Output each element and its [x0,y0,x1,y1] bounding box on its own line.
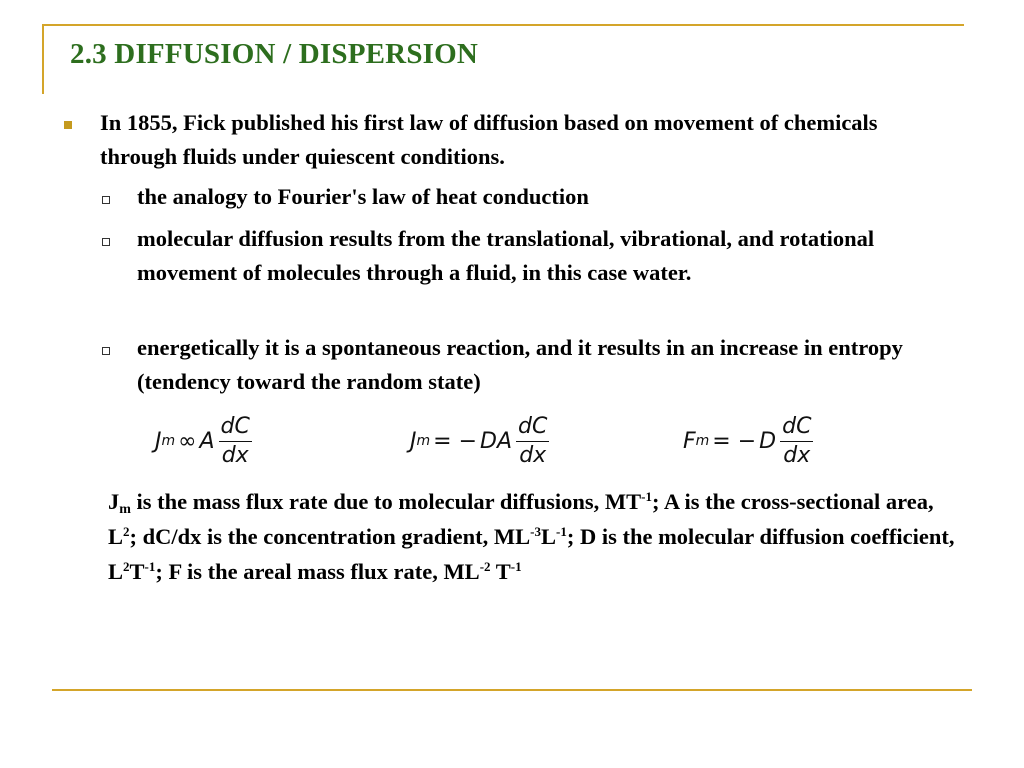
desc-text: is the mass flux rate due to molecular diffusions, MT [130,489,642,514]
desc-text: ; F is the areal mass flux rate, ML [155,559,480,584]
desc-superscript: -2 [479,559,491,574]
sub-bullet-2: molecular diffusion results from the translational, vibrational, and rotational movement of molecules through a fluid, in this case water. [137,226,875,285]
sub-bullet-3: energetically it is a spontaneous reaction, and it results in an increase in entropy (tendency toward the random state) [137,335,903,394]
eq-lhs-sub: m [161,433,176,449]
desc-text: L [540,524,556,549]
eq-fraction [780,414,813,469]
eq-fraction [219,414,252,469]
eq-denominator: dx [783,442,811,468]
eq-coef: D [759,428,777,454]
eq-fraction [516,414,549,469]
eq-coef: DA [480,428,513,454]
frame-top-line [42,24,964,26]
equation-areal-flux [683,408,813,474]
eq-operator: = − [712,428,757,454]
eq-lhs: J [155,428,162,454]
eq-lhs: F [683,428,696,454]
desc-superscript: 2 [123,559,130,574]
desc-text: J [108,489,120,514]
eq-numerator: dC [780,414,813,442]
eq-coef: A [199,428,215,454]
hollow-square-bullet-icon [102,238,110,246]
desc-superscript: -1 [555,524,567,539]
desc-text: T [129,559,145,584]
eq-lhs-sub: m [416,433,431,449]
equation-proportional [155,408,252,474]
desc-superscript: 2 [123,524,130,539]
desc-superscript: -1 [144,559,156,574]
hollow-square-bullet-icon [102,196,110,204]
desc-subscript: m [119,502,131,517]
desc-superscript: -1 [510,559,522,574]
hollow-square-bullet-icon [102,347,110,355]
desc-text: ; A is the cross-sectional area, L [108,489,934,549]
equation-fick-mass-flux [410,408,549,474]
eq-lhs: J [410,428,417,454]
frame-left-line [42,24,44,94]
desc-text: ; dC/dx is the concentration gradient, ML [129,524,531,549]
sub-bullet-1: the analogy to Fourier's law of heat conduction [137,184,589,209]
eq-lhs-sub: m [695,433,710,449]
desc-text: ; D is the molecular diffusion coefficient, L [108,524,955,584]
eq-operator: = − [433,428,478,454]
eq-numerator: dC [219,414,252,442]
desc-text: T [490,559,511,584]
square-bullet-icon [64,121,72,129]
slide-title: 2.3 DIFFUSION / DISPERSION [70,38,479,70]
eq-denominator: dx [519,442,547,468]
eq-denominator: dx [221,442,249,468]
desc-superscript: -3 [530,524,541,539]
desc-superscript: -1 [641,489,652,504]
frame-bottom-line [52,689,972,691]
main-bullet-text: In 1855, Fick published his first law of diffusion based on movement of chemicals through fluids under quiescent conditions. [100,110,878,169]
variable-description [108,484,968,589]
eq-numerator: dC [516,414,549,442]
eq-operator: ∞ [178,428,197,454]
